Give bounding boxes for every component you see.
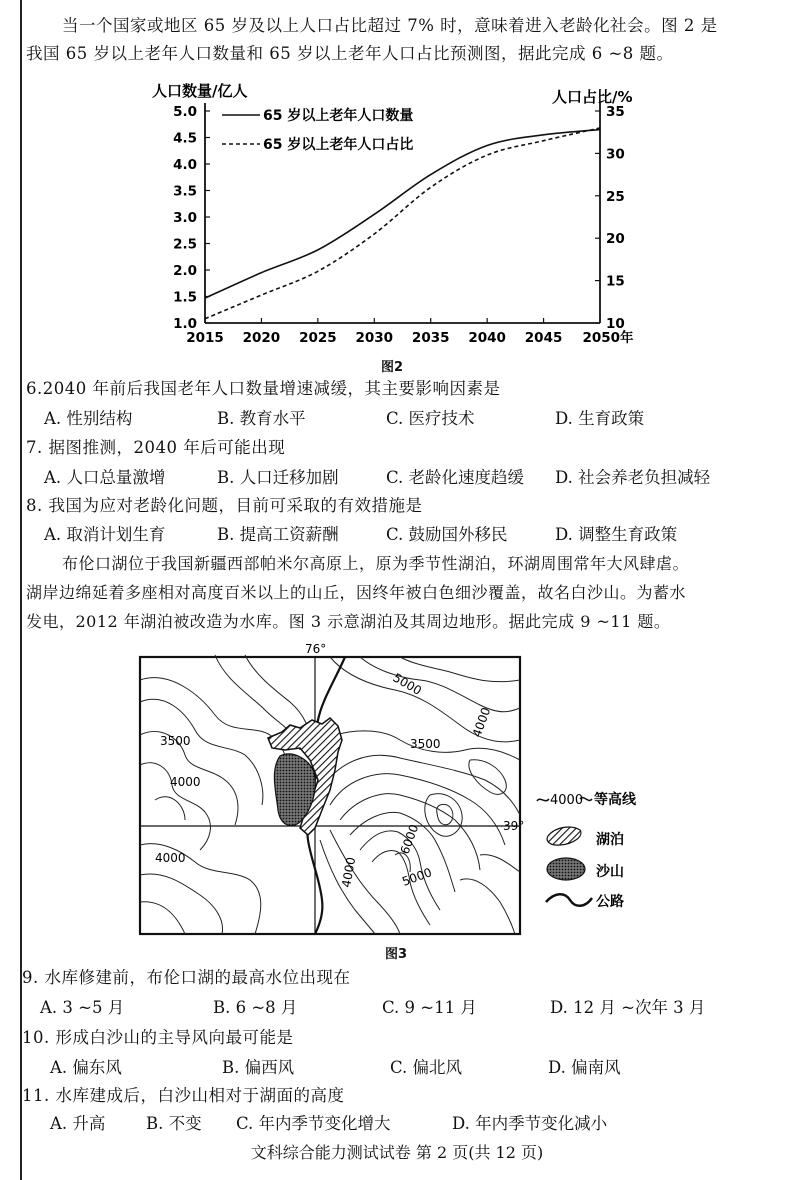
x-tick-label-1: 2020: [242, 330, 281, 346]
q8-option-a: A. 取消计划生育: [44, 525, 166, 544]
contour-label-4000-left: 4000: [170, 775, 201, 789]
series-ratio-line: [205, 128, 600, 319]
q11-option-b: B. 不变: [146, 1114, 202, 1133]
contour-label-5000-bottom: 5000: [400, 865, 434, 889]
figure3-map: [0, 640, 794, 940]
right-tick-label-1: 15: [606, 273, 625, 290]
q8-option-d: D. 调整生育政策: [555, 525, 678, 544]
q7-option-d: D. 社会养老负担减轻: [555, 468, 711, 487]
right-tick-label-0: 10: [606, 316, 625, 332]
contour-label-5000-top: 5000: [390, 670, 424, 698]
legend-contour-text: 等高线: [594, 792, 636, 808]
parallel-label: 39°: [503, 819, 525, 833]
left-tick-label-3: 2.5: [173, 236, 197, 253]
contour-label-3500-left: 3500: [160, 734, 191, 748]
legend-contour-value: 4000: [550, 793, 584, 808]
left-tick-label-6: 4.0: [173, 157, 197, 173]
page-footer: 文科综合能力测试试卷 第 2 页(共 12 页): [250, 1143, 544, 1162]
q7-stem: 7. 据图推测，2040 年后可能出现: [26, 438, 286, 457]
left-tick-label-5: 3.5: [173, 183, 197, 200]
left-tick-label-0: 1.0: [173, 316, 197, 332]
left-tick-label-4: 3.0: [173, 210, 197, 226]
q9-stem: 9. 水库修建前，布伦口湖的最高水位出现在: [22, 968, 351, 987]
intro2-line1: 布伦口湖位于我国新疆西部帕米尔高原上，原为季节性湖泊，环湖周围常年大风肆虐。: [62, 554, 690, 573]
legend-label-0: 65 岁以上老年人口数量: [263, 108, 414, 124]
contour-label-4000-bottom: 4000: [339, 856, 359, 889]
q6-option-d: D. 生育政策: [555, 409, 645, 428]
x-tick-label-2: 2025: [299, 330, 337, 346]
x-tick-label-3: 2030: [355, 330, 394, 346]
q8-option-c: C. 鼓励国外移民: [386, 525, 508, 544]
q9-option-d: D. 12 月 ~次年 3 月: [550, 998, 706, 1017]
contour-label-4000-lower-left: 4000: [155, 851, 186, 865]
legend-label-1: 65 岁以上老年人口占比: [263, 137, 414, 153]
x-tick-label-6: 2045: [524, 330, 563, 346]
x-tick-label-0: 2015: [186, 330, 224, 346]
meridian-label: 76°: [305, 642, 327, 656]
legend-lake-text: 湖泊: [596, 832, 624, 848]
contour-label-6000: 6000: [397, 822, 422, 857]
figure2-plot-area: [173, 103, 634, 346]
legend-sand-swatch: [547, 858, 585, 880]
left-tick-label-8: 5.0: [173, 104, 197, 120]
left-axis-label: 人口数量/亿人: [152, 82, 248, 100]
right-axis-label: 人口占比/%: [552, 88, 633, 106]
series-count-line: [205, 130, 600, 299]
x-tick-label-4: 2035: [411, 330, 450, 346]
q10-stem: 10. 形成白沙山的主导风向最可能是: [22, 1028, 294, 1047]
intro2-line2: 湖岸边绵延着多座相对高度百米以上的山丘，因终年被白色细沙覆盖，故名白沙山。为蓄水: [26, 583, 687, 602]
q6-option-c: C. 医疗技术: [386, 409, 475, 428]
intro2-line3: 发电，2012 年湖泊被改造为水库。图 3 示意湖泊及其周边地形。据此完成 9 ~11 题。: [26, 612, 671, 631]
left-tick-label-1: 1.5: [173, 289, 197, 306]
q9-option-c: C. 9 ~11 月: [382, 998, 477, 1017]
q10-option-d: D. 偏南风: [548, 1058, 621, 1077]
contour-label-4000-upper-right: 4000: [469, 705, 494, 740]
q11-stem: 11. 水库建成后，白沙山相对于湖面的高度: [22, 1086, 345, 1105]
figure2-caption: 图2: [381, 360, 404, 375]
contour-label-3500-right: 3500: [410, 737, 441, 751]
right-tick-label-3: 25: [606, 188, 625, 205]
x-tick-label-7: 2050年: [582, 330, 634, 346]
q6-option-b: B. 教育水平: [217, 409, 306, 428]
legend-road-swatch: [546, 894, 592, 906]
q7-option-c: C. 老龄化速度趋缓: [386, 468, 525, 487]
q8-stem: 8. 我国为应对老龄化问题，目前可采取的有效措施是: [26, 496, 423, 515]
left-tick-label-2: 2.0: [173, 263, 197, 279]
q6-option-a: A. 性别结构: [44, 409, 133, 428]
legend-lake-swatch: [547, 827, 581, 845]
intro1-line1: 当一个国家或地区 65 岁及以上人口占比超过 7% 时，意味着进入老龄化社会。图 2 是: [62, 16, 718, 35]
q6-stem: 6.2040 年前后我国老年人口数量增速减缓，其主要影响因素是: [26, 379, 501, 398]
q7-option-a: A. 人口总量激增: [44, 468, 166, 487]
figure3-caption: 图3: [385, 947, 408, 962]
q11-option-d: D. 年内季节变化减小: [452, 1114, 608, 1133]
q9-option-a: A. 3 ~5 月: [40, 998, 125, 1017]
figure3-legend: [537, 791, 637, 910]
q10-option-c: C. 偏北风: [390, 1058, 463, 1077]
legend-sand-text: 沙山: [596, 864, 624, 880]
q8-option-b: B. 提高工资薪酬: [217, 525, 339, 544]
q11-option-a: A. 升高: [50, 1114, 106, 1133]
intro1-line2: 我国 65 岁以上老年人口数量和 65 岁以上老年人口占比预测图，据此完成 6 ~8 题。: [26, 44, 674, 63]
q10-option-b: B. 偏西风: [222, 1058, 295, 1077]
right-tick-label-2: 20: [606, 231, 625, 248]
q9-option-b: B. 6 ~8 月: [213, 998, 298, 1017]
q7-option-b: B. 人口迁移加剧: [217, 468, 339, 487]
legend-road-text: 公路: [596, 894, 624, 910]
q10-option-a: A. 偏东风: [50, 1058, 122, 1077]
q11-option-c: C. 年内季节变化增大: [236, 1114, 391, 1133]
figure2-chart: [0, 78, 794, 373]
x-tick-label-5: 2040: [468, 330, 506, 346]
right-tick-label-4: 30: [606, 146, 625, 163]
right-tick-label-5: 35: [606, 104, 625, 120]
left-tick-label-7: 4.5: [173, 130, 197, 147]
